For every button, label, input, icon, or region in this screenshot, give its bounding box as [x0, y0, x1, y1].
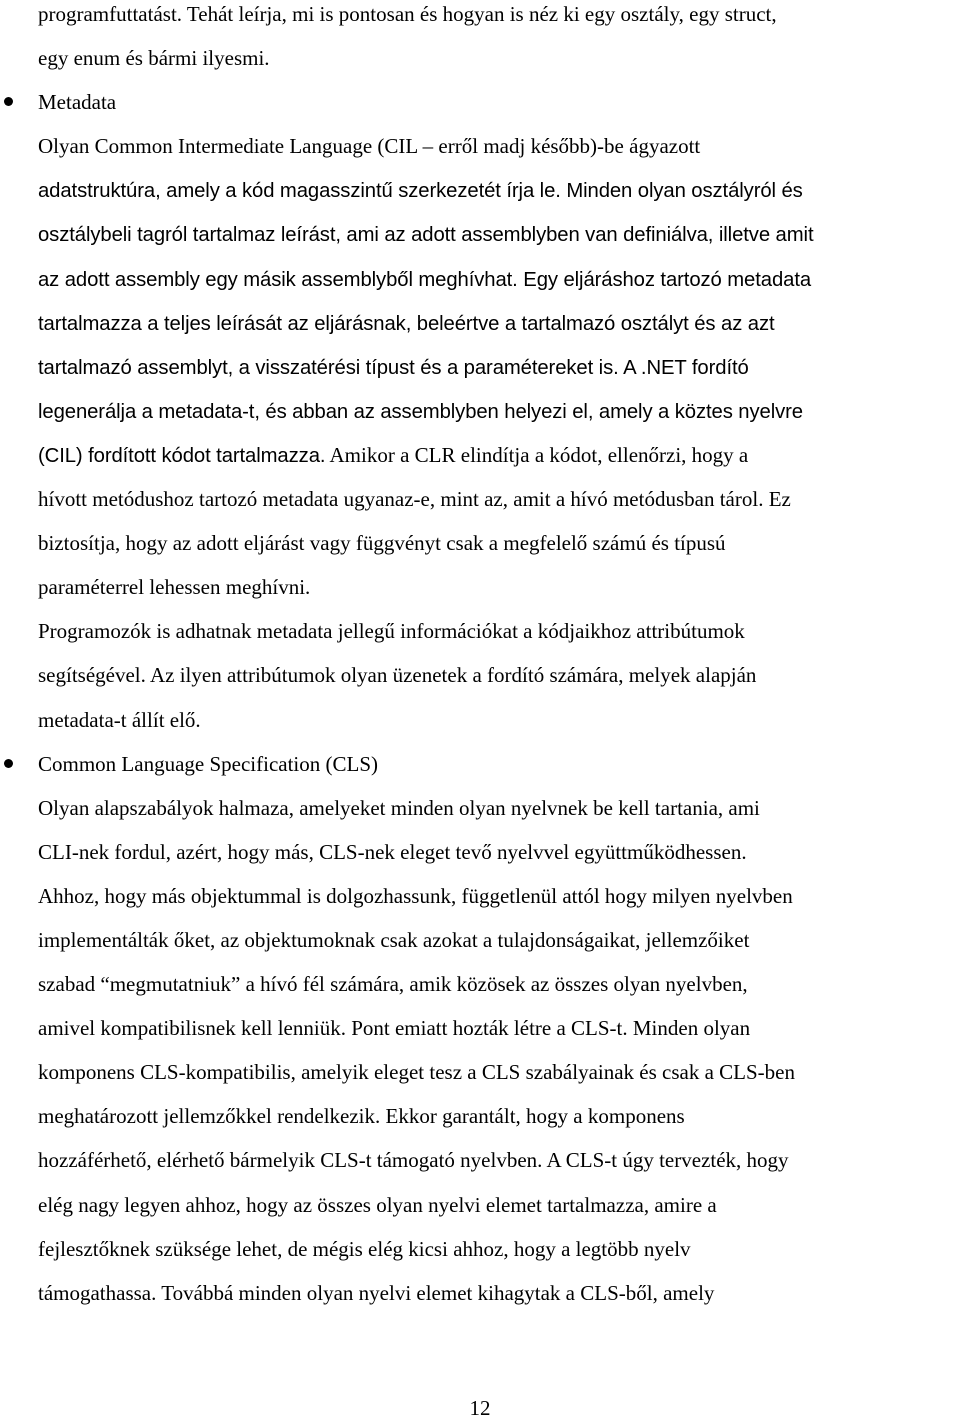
- text-run: támogathassa.: [38, 1280, 157, 1305]
- text-run: CLI-nek fordul, azért, hogy más, CLS-nek eleget tevő nyelvvel együttműködhessen.: [38, 839, 747, 864]
- text-run: Minden olyan osztályról és: [560, 180, 803, 203]
- text-line: [38, 257, 958, 301]
- text-line: [38, 565, 958, 609]
- page-number: 12: [469, 1396, 491, 1420]
- text-run: segítségével.: [38, 663, 146, 688]
- bullet-metadata: [4, 97, 13, 106]
- text-line: [38, 962, 958, 1006]
- text-run: Ahhoz, hogy más objektummal is dolgozhassunk, függetlenül attól hogy milyen nyelvben: [38, 883, 793, 908]
- text-run: Egy eljáráshoz tartozó metadata: [517, 268, 812, 291]
- text-line: [38, 1050, 958, 1094]
- text-run: hívott metódushoz tartozó metadata ugyanaz-e, mint az, amit a hívó metódusban tárol.: [38, 487, 764, 512]
- text-run: komponens CLS-kompatibilis, amelyik eleget tesz a CLS szabályainak és csak a CLS-ben: [38, 1060, 795, 1085]
- text-run: Olyan Common Intermediate Language (CIL – erről madj később)-be ágyazott: [38, 134, 701, 159]
- text-run: Pont emiatt hozták létre a CLS-t. Minden olyan: [345, 1016, 751, 1041]
- text-line: [38, 1094, 958, 1138]
- text-run: metadata-t állít elő.: [38, 707, 201, 732]
- text-run: osztálybeli tagról tartalmaz leírást, ami az adott assemblyben van definiálva, illetve amit: [38, 224, 814, 247]
- text-run: az adott assembly egy másik assemblyből meghívhat.: [38, 268, 518, 291]
- text-line: [38, 301, 958, 345]
- text-run: fejlesztőknek szüksége lehet, de mégis elég kicsi ahhoz, hogy a legtöbb nyelv: [38, 1236, 691, 1261]
- text-run: legenerálja a metadata-t, és abban az assemblyben helyezi el, amely a köztes nyelvre: [38, 400, 803, 423]
- text-line: [38, 1183, 958, 1227]
- text-line: [38, 80, 958, 124]
- text-line: [38, 0, 958, 36]
- text-line: [38, 830, 958, 874]
- text-run: Programozók is adhatnak metadata jellegű információkat a kódjaikhoz attribútumok: [38, 619, 745, 644]
- text-line: [38, 698, 958, 742]
- text-run: Ekkor garantált, hogy a komponens: [380, 1104, 685, 1129]
- text-run: A CLS-t úgy tervezték, hogy: [542, 1148, 789, 1173]
- text-line: [38, 1271, 958, 1315]
- text-line: [38, 433, 958, 477]
- text-line: [38, 1227, 958, 1271]
- text-line: [38, 345, 958, 389]
- text-run: szabad “megmutatniuk” a hívó fél számára, amik közösek az összes olyan nyelvben,: [38, 972, 748, 997]
- text-line: [38, 1138, 958, 1182]
- text-line: [38, 874, 958, 918]
- text-line: [38, 36, 958, 80]
- text-run: programfuttatást. Tehát leírja, mi is pontosan és hogyan is néz ki egy osztály, egy struct,: [38, 2, 777, 26]
- text-line: [38, 918, 958, 962]
- text-line: [38, 742, 958, 786]
- text-run: Common Language Specification (CLS): [38, 751, 379, 776]
- text-line: [38, 168, 958, 212]
- text-line: [38, 786, 958, 830]
- text-run: tartalmazó assemblyt, a visszatérési típust és a paramétereket is. A: [38, 356, 636, 379]
- text-line: [38, 521, 958, 565]
- text-run: (CIL) fordított kódot tartalmazza.: [38, 444, 326, 467]
- text-run: hozzáférhető, elérhető bármelyik CLS-t támogató nyelvben.: [38, 1148, 543, 1173]
- text-run: adatstruktúra, amely a kód magasszintű szerkezetét írja le.: [38, 180, 561, 203]
- text-line: [38, 609, 958, 653]
- text-line: [38, 653, 958, 697]
- bullet-cls: [4, 759, 13, 768]
- text-run: tartalmazza a teljes leírását az eljárásnak, beleértve a tartalmazó osztályt és az azt: [38, 312, 775, 335]
- text-line: [38, 477, 958, 521]
- text-run: Metadata: [38, 90, 117, 115]
- text-run: paraméterrel lehessen meghívni.: [38, 575, 311, 600]
- text-run: Ez: [763, 487, 791, 512]
- text-run: Olyan alapszabályok halmaza, amelyeket minden olyan nyelvnek be kell tartania, ami: [38, 795, 760, 820]
- text-run: Az ilyen attribútumok olyan üzenetek a fordító számára, melyek alapján: [145, 663, 757, 688]
- text-run: meghatározott jellemzőkkel rendelkezik.: [38, 1104, 381, 1129]
- text-run: Továbbá minden olyan nyelvi elemet kihagytak a CLS-ből, amely: [156, 1280, 715, 1305]
- text-run: implementálták őket, az objektumoknak csak azokat a tulajdonságaikat, jellemzőiket: [38, 927, 750, 952]
- text-run: Amikor a CLR elindítja a kódot, ellenőrzi, hogy a: [325, 442, 749, 467]
- text-line: [38, 1006, 958, 1050]
- text-line: [38, 124, 958, 168]
- text-run: .NET fordító: [635, 356, 749, 379]
- text-run: elég nagy legyen ahhoz, hogy az összes olyan nyelvi elemet tartalmazza, amire a: [38, 1192, 717, 1217]
- text-run: amivel kompatibilisnek kell lenniük.: [38, 1016, 346, 1041]
- text-line: [38, 389, 958, 433]
- text-line: [38, 212, 958, 256]
- text-run: biztosítja, hogy az adott eljárást vagy függvényt csak a megfelelő számú és típusú: [38, 531, 726, 556]
- body-text: [38, 0, 958, 1315]
- text-run: egy enum és bármi ilyesmi.: [38, 46, 270, 71]
